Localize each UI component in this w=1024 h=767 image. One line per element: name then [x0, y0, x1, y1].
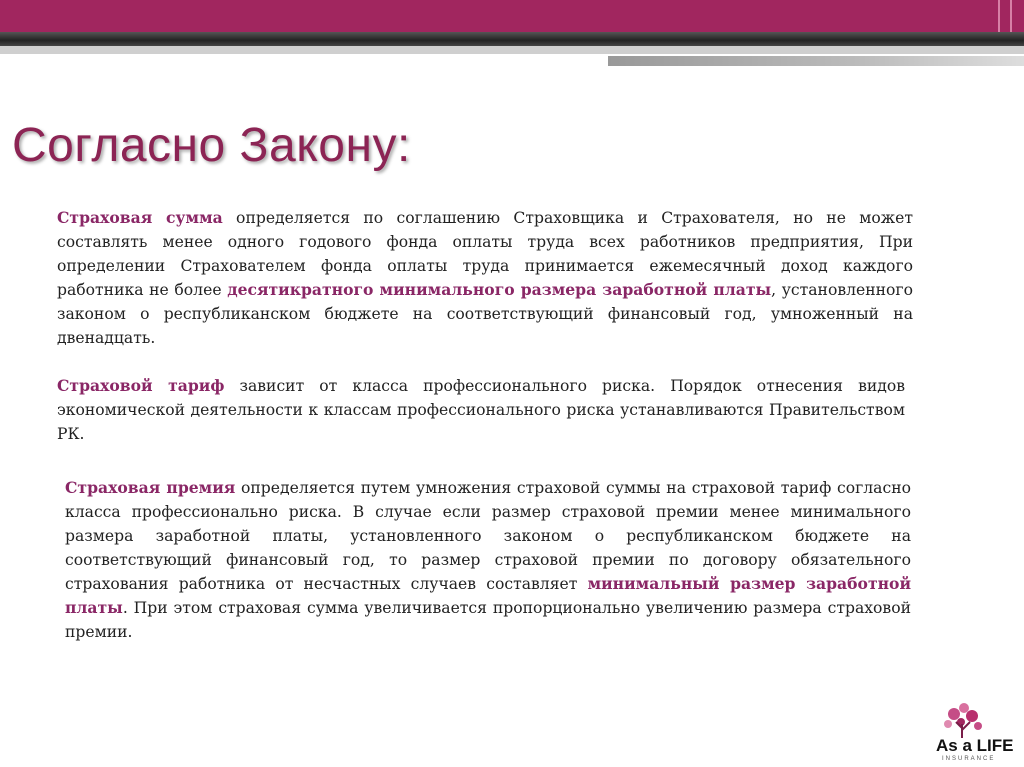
bar-tick: [1010, 0, 1012, 32]
paragraph-text: зависит от класса профессионального риска. Порядок отнесения видов экономической деятельности к классам профессионального риска устанавливаются Правительством РК.: [57, 377, 906, 443]
header-dark-line: [0, 32, 1024, 46]
paragraph-insurance-tariff: [57, 374, 905, 446]
asia-life-logo: [934, 700, 1020, 764]
highlight-ten-times-wage: десятикратного минимального размера заработной платы: [227, 280, 772, 299]
logo-wordmark: As a LIFE: [936, 736, 1014, 755]
paragraph-text: определяется по соглашению Страховщика и Страхователя, но не может составлять менее одного годового фонда оплаты труда всех работников предприятия, При определении Страхователем фонда оплаты труда принимается ежемесячный доход каждого работника не более: [57, 209, 913, 299]
term-insurance-premium: Страховая премия: [65, 478, 236, 497]
tree-icon: [934, 700, 1020, 740]
header-gray-line: [0, 46, 1024, 54]
bar-tick: [998, 0, 1000, 32]
paragraph-insurance-premium: [65, 476, 911, 644]
top-accent-bar: [0, 0, 1024, 32]
highlight-minimum-wage: минимальный размер заработной платы: [65, 574, 912, 617]
logo-subtitle: INSURANCE: [942, 756, 996, 762]
header-gray-line-short: [608, 56, 1024, 66]
paragraph-text: . При этом страховая сумма увеличивается пропорционально увеличению размера страховой премии.: [65, 599, 911, 641]
page-title: Согласно Закону:: [12, 119, 411, 172]
paragraph-text: определяется путем умножения страховой суммы на страховой тариф согласно класса профессионально риска. В случае если размер страховой премии менее минимального размера заработной платы, установленного законом о республиканском бюджете на соответствующий финансовый год, то размер страховой премии по договору обязательного страхования работника от несчастных случаев составляет: [65, 479, 911, 593]
paragraph-text: , установленного законом о республиканском бюджете на соответствующий финансовый год, умноженный на двенадцать.: [57, 281, 913, 347]
paragraph-insured-sum: [57, 206, 913, 350]
term-insurance-tariff: Страховой тариф: [57, 376, 225, 395]
term-insured-sum: Страховая сумма: [57, 208, 223, 227]
